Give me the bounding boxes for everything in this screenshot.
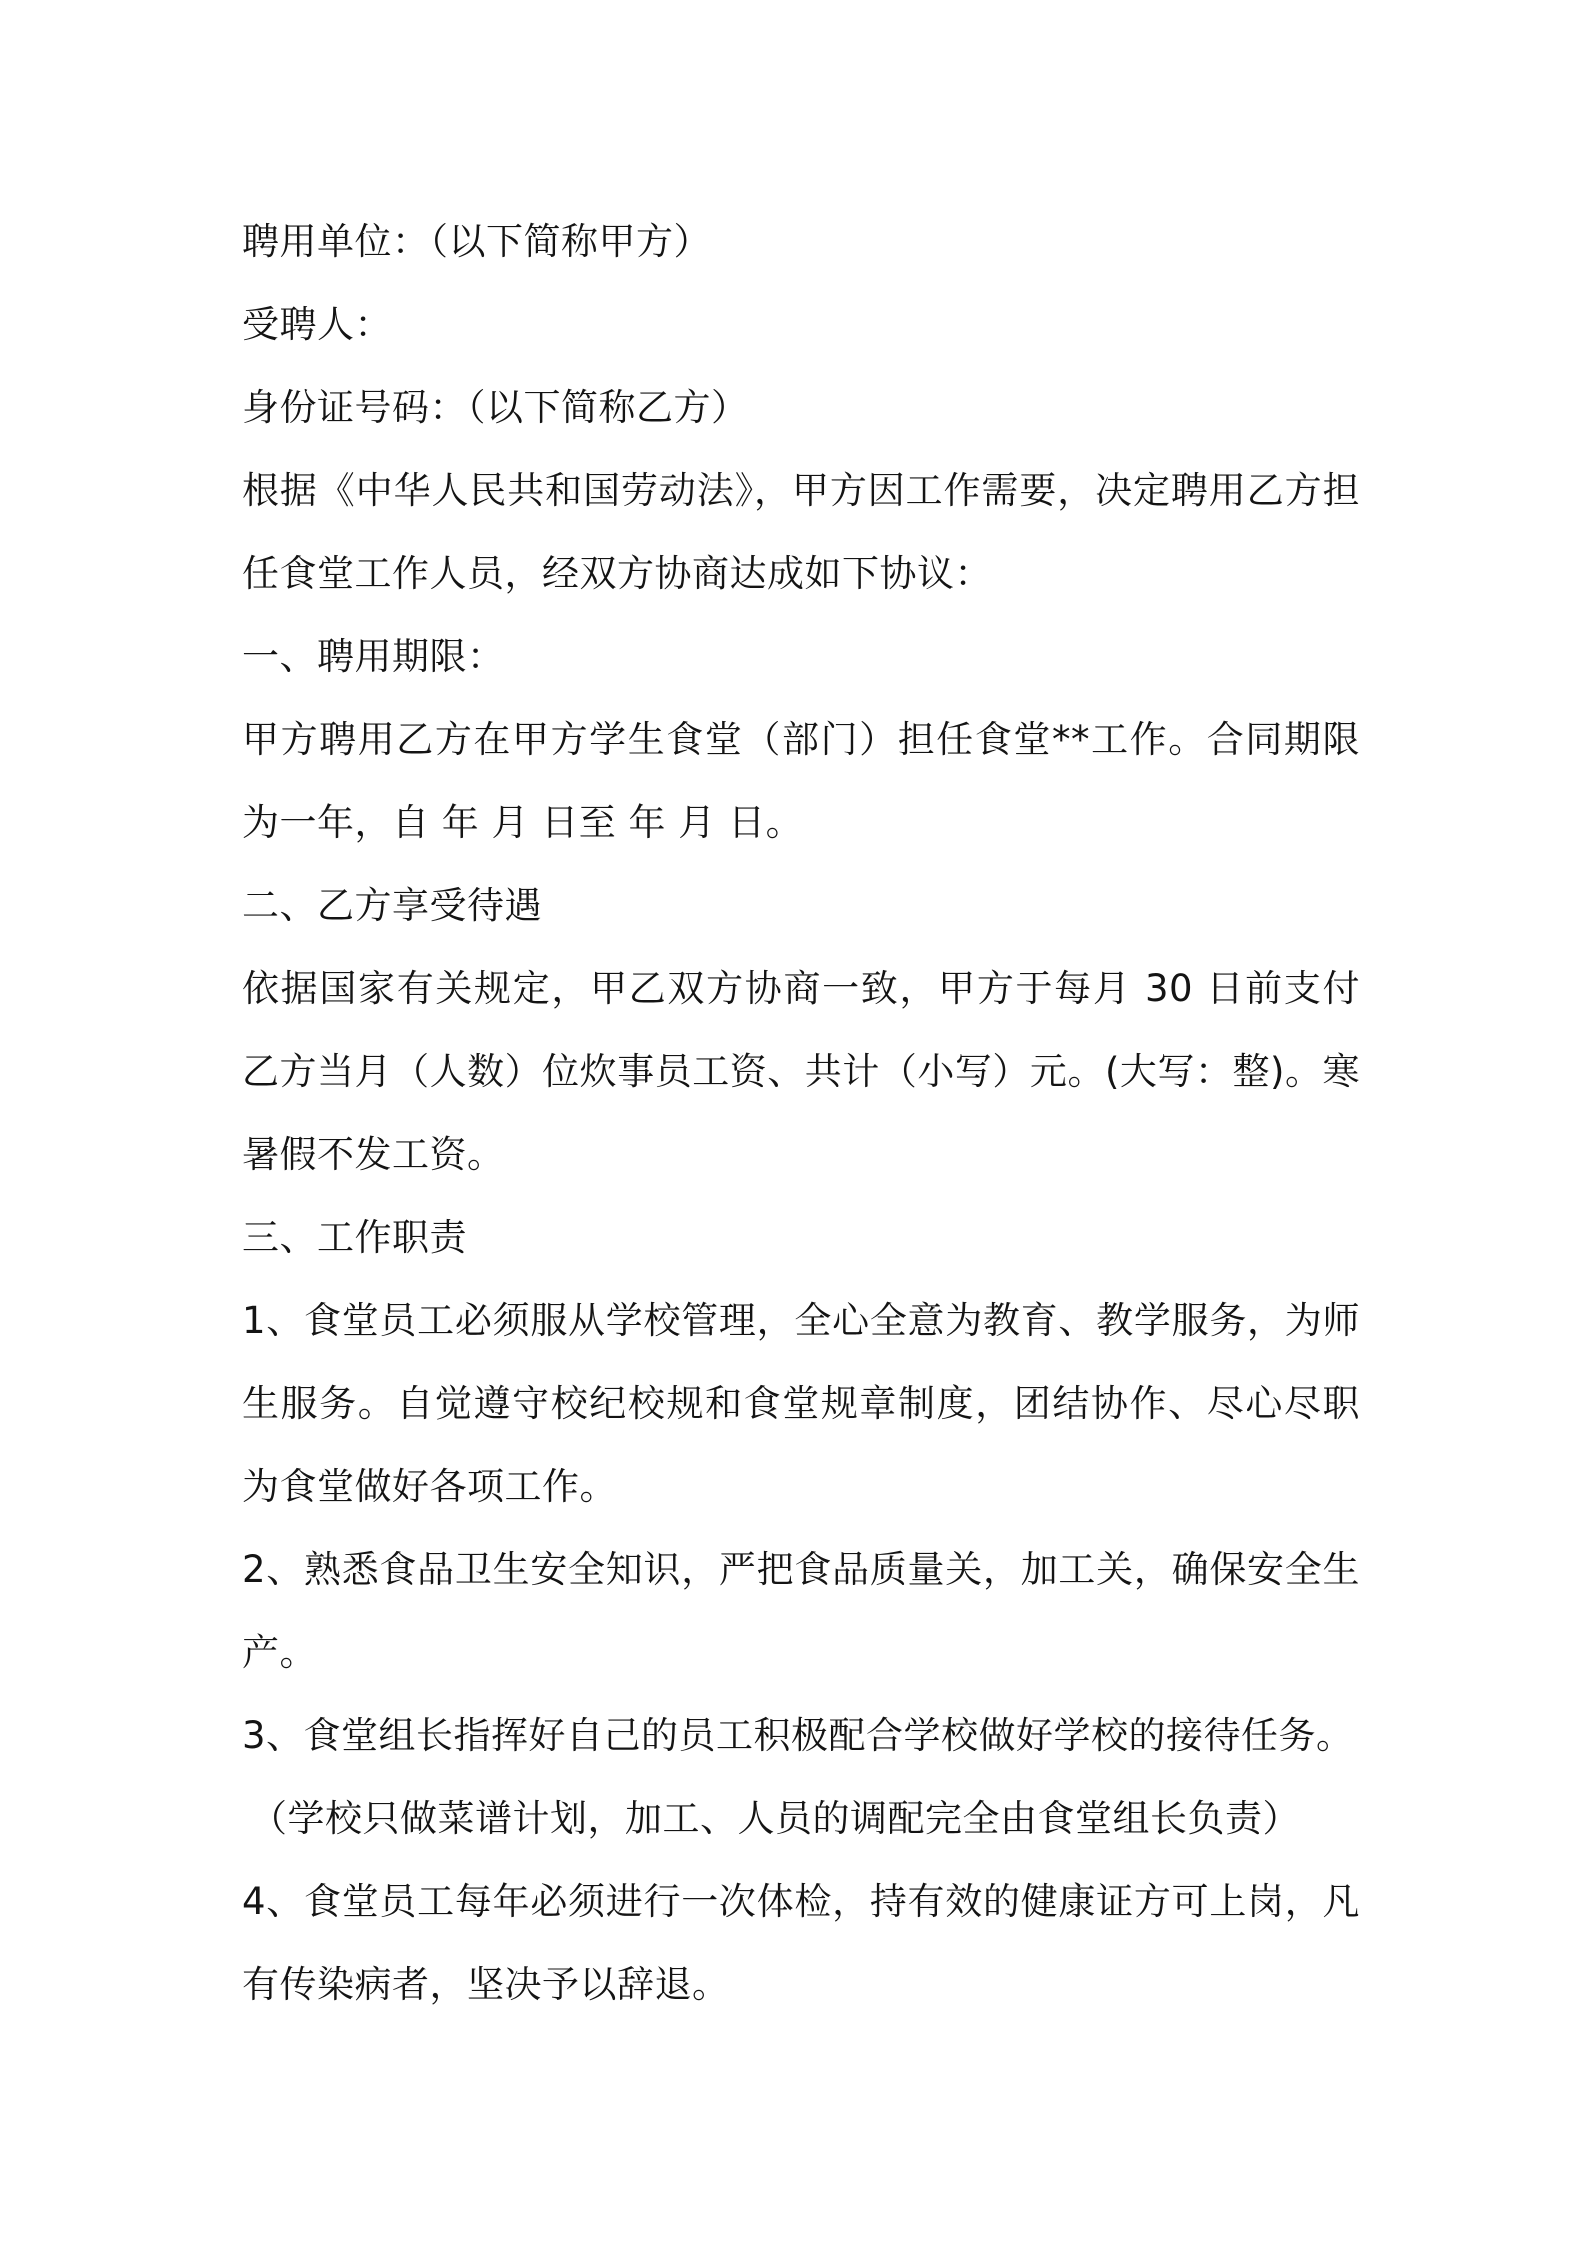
section-heading-duties: 三、工作职责 <box>242 1216 467 1259</box>
intro-paragraph: 根据《中华人民共和国劳动法》，甲方因工作需要，决定聘用乙方担任食堂工作人员，经双方协商达成如下协议： <box>242 469 1360 595</box>
duty-item-1: 1、食堂员工必须服从学校管理，全心全意为教育、教学服务，为师生服务。自觉遵守校纪校规和食堂规章制度，团结协作、尽心尽职为食堂做好各项工作。 <box>242 1299 1360 1508</box>
id-number-line: 身份证号码：（以下简称乙方） <box>242 386 749 429</box>
term-paragraph: 甲方聘用乙方在甲方学生食堂（部门）担任食堂**工作。合同期限为一年，自 年 月 日至 年 月 日。 <box>242 718 1360 844</box>
contract-body <box>242 200 1360 2026</box>
duty-item-3: 3、食堂组长指挥好自己的员工积极配合学校做好学校的接待任务。 <box>242 1714 1354 1757</box>
duty-item-2: 2、熟悉食品卫生安全知识，严把食品质量关，加工关，确保安全生产。 <box>242 1548 1360 1674</box>
section-heading-benefits: 二、乙方享受待遇 <box>242 884 542 927</box>
section-heading-term: 一、聘用期限： <box>242 635 505 678</box>
duty-item-3-note: （学校只做菜谱计划，加工、人员的调配完全由食堂组长负责） <box>250 1797 1300 1840</box>
employee-line: 受聘人： <box>242 303 392 346</box>
duty-item-4: 4、食堂员工每年必须进行一次体检，持有效的健康证方可上岗，凡有传染病者，坚决予以辞退。 <box>242 1880 1360 2006</box>
benefits-paragraph: 依据国家有关规定，甲乙双方协商一致，甲方于每月 30 日前支付乙方当月（人数）位炊事员工资、共计（小写）元。(大写：整)。寒暑假不发工资。 <box>242 967 1360 1176</box>
employer-line: 聘用单位：（以下简称甲方） <box>242 220 711 263</box>
